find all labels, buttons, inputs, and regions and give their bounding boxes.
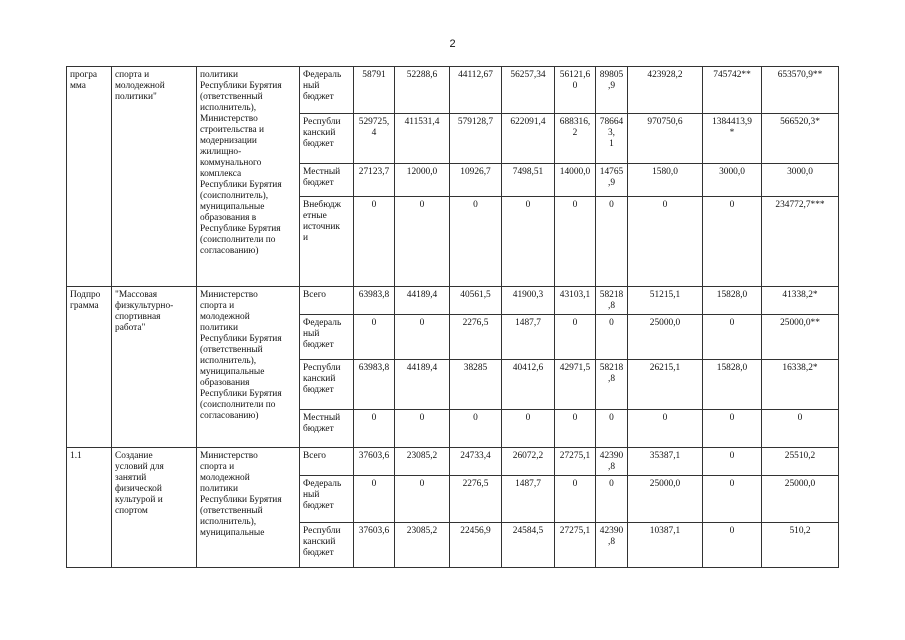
value-cell: 0 [354, 410, 395, 448]
funding-source-cell: Местный бюджет [300, 410, 354, 448]
value-cell: 24733,4 [450, 448, 502, 476]
value-cell: 0 [502, 197, 555, 287]
value-cell: 1580,0 [628, 164, 703, 197]
value-cell: 0 [703, 476, 762, 523]
value-cell: 15828,0 [703, 360, 762, 410]
value-cell: 42390,8 [596, 448, 628, 476]
value-cell: 1384413,9 * [703, 114, 762, 164]
value-cell: 529725, 4 [354, 114, 395, 164]
value-cell: 27275,1 [555, 448, 596, 476]
program-cell: Подпро грамма [67, 287, 112, 448]
value-cell: 52288,6 [395, 67, 450, 114]
value-cell: 7498,51 [502, 164, 555, 197]
value-cell: 58218,8 [596, 287, 628, 315]
value-cell: 42390,8 [596, 523, 628, 568]
funding-source-cell: Федераль ный бюджет [300, 67, 354, 114]
value-cell: 0 [596, 315, 628, 360]
value-cell: 41338,2* [762, 287, 839, 315]
value-cell: 12000,0 [395, 164, 450, 197]
value-cell: 25000,0** [762, 315, 839, 360]
value-cell: 37603,6 [354, 523, 395, 568]
value-cell: 25510,2 [762, 448, 839, 476]
value-cell: 0 [395, 476, 450, 523]
value-cell: 42971,5 [555, 360, 596, 410]
value-cell: 0 [354, 315, 395, 360]
value-cell: 0 [395, 315, 450, 360]
funding-source-cell: Федераль ный бюджет [300, 315, 354, 360]
value-cell: 653570,9** [762, 67, 839, 114]
executor-cell: Министерство спорта и молодежной политики Республики Бурятия (ответственный исполнитель), муниципальные [197, 448, 300, 568]
value-cell: 0 [555, 197, 596, 287]
value-cell: 22456,9 [450, 523, 502, 568]
value-cell: 2276,5 [450, 315, 502, 360]
measure-name-cell: "Массовая физкультурно- спортивная работа" [112, 287, 197, 448]
value-cell: 411531,4 [395, 114, 450, 164]
value-cell: 16338,2* [762, 360, 839, 410]
value-cell: 1487,7 [502, 315, 555, 360]
value-cell: 35387,1 [628, 448, 703, 476]
value-cell: 0 [703, 448, 762, 476]
value-cell: 1487,7 [502, 476, 555, 523]
funding-source-cell: Местный бюджет [300, 164, 354, 197]
value-cell: 510,2 [762, 523, 839, 568]
funding-source-cell: Федераль ный бюджет [300, 476, 354, 523]
value-cell: 0 [555, 315, 596, 360]
value-cell: 44189,4 [395, 287, 450, 315]
value-cell: 622091,4 [502, 114, 555, 164]
value-cell: 58791 [354, 67, 395, 114]
table-row [67, 67, 839, 114]
value-cell: 26215,1 [628, 360, 703, 410]
value-cell: 63983,8 [354, 287, 395, 315]
value-cell: 10926,7 [450, 164, 502, 197]
value-cell: 37603,6 [354, 448, 395, 476]
value-cell: 25000,0 [628, 476, 703, 523]
value-cell: 58218,8 [596, 360, 628, 410]
funding-source-cell: Республи канский бюджет [300, 523, 354, 568]
value-cell: 56121,6 0 [555, 67, 596, 114]
value-cell: 0 [354, 197, 395, 287]
funding-source-cell: Республи канский бюджет [300, 360, 354, 410]
value-cell: 0 [596, 410, 628, 448]
value-cell: 3000,0 [762, 164, 839, 197]
value-cell: 0 [703, 315, 762, 360]
funding-source-cell: Всего [300, 287, 354, 315]
value-cell: 44189,4 [395, 360, 450, 410]
value-cell: 44112,67 [450, 67, 502, 114]
value-cell: 3000,0 [703, 164, 762, 197]
page-number: 2 [449, 38, 456, 50]
value-cell: 40412,6 [502, 360, 555, 410]
value-cell: 27275,1 [555, 523, 596, 568]
funding-source-cell: Внебюдж етные источник и [300, 197, 354, 287]
value-cell: 26072,2 [502, 448, 555, 476]
value-cell: 23085,2 [395, 523, 450, 568]
value-cell: 0 [450, 410, 502, 448]
value-cell: 0 [703, 410, 762, 448]
value-cell: 0 [596, 197, 628, 287]
value-cell: 0 [703, 523, 762, 568]
value-cell: 0 [502, 410, 555, 448]
value-cell: 27123,7 [354, 164, 395, 197]
table-row [67, 448, 839, 476]
value-cell: 579128,7 [450, 114, 502, 164]
executor-cell: политики Республики Бурятия (ответственный исполнитель), Министерство строительства и модернизации жилищно- коммунального комплекса Республики Бурятия (соисполнитель), муниципальные образования в Республике Бурятия (соисполнители по согласованию) [197, 67, 300, 287]
value-cell: 38285 [450, 360, 502, 410]
value-cell: 0 [450, 197, 502, 287]
program-cell: програ мма [67, 67, 112, 287]
value-cell: 423928,2 [628, 67, 703, 114]
measure-name-cell: Создание условий для занятий физической культурой и спортом [112, 448, 197, 568]
value-cell: 234772,7*** [762, 197, 839, 287]
value-cell: 23085,2 [395, 448, 450, 476]
value-cell: 0 [628, 410, 703, 448]
value-cell: 970750,6 [628, 114, 703, 164]
table-row [67, 287, 839, 315]
value-cell: 14765,9 [596, 164, 628, 197]
budget-table [66, 66, 839, 568]
value-cell: 14000,0 [555, 164, 596, 197]
value-cell: 0 [596, 476, 628, 523]
value-cell: 89805,9 [596, 67, 628, 114]
value-cell: 0 [395, 197, 450, 287]
value-cell: 2276,5 [450, 476, 502, 523]
measure-name-cell: спорта и молодежной политики" [112, 67, 197, 287]
value-cell: 688316, 2 [555, 114, 596, 164]
value-cell: 41900,3 [502, 287, 555, 315]
value-cell: 566520,3* [762, 114, 839, 164]
value-cell: 56257,34 [502, 67, 555, 114]
value-cell: 24584,5 [502, 523, 555, 568]
executor-cell: Министерство спорта и молодежной политики Республики Бурятия (ответственный исполнитель), муниципальные образования Республики Бурятия (соисполнители по согласованию) [197, 287, 300, 448]
value-cell: 10387,1 [628, 523, 703, 568]
value-cell: 40561,5 [450, 287, 502, 315]
value-cell: 15828,0 [703, 287, 762, 315]
value-cell: 0 [395, 410, 450, 448]
value-cell: 25000,0 [762, 476, 839, 523]
funding-source-cell: Всего [300, 448, 354, 476]
value-cell: 0 [354, 476, 395, 523]
funding-source-cell: Республи канский бюджет [300, 114, 354, 164]
value-cell: 25000,0 [628, 315, 703, 360]
value-cell: 51215,1 [628, 287, 703, 315]
value-cell: 0 [555, 476, 596, 523]
value-cell: 0 [762, 410, 839, 448]
value-cell: 0 [555, 410, 596, 448]
value-cell: 63983,8 [354, 360, 395, 410]
value-cell: 745742** [703, 67, 762, 114]
table-body [67, 67, 839, 568]
value-cell: 786643, 1 [596, 114, 628, 164]
program-cell: 1.1 [67, 448, 112, 568]
value-cell: 0 [703, 197, 762, 287]
value-cell: 0 [628, 197, 703, 287]
value-cell: 43103,1 [555, 287, 596, 315]
